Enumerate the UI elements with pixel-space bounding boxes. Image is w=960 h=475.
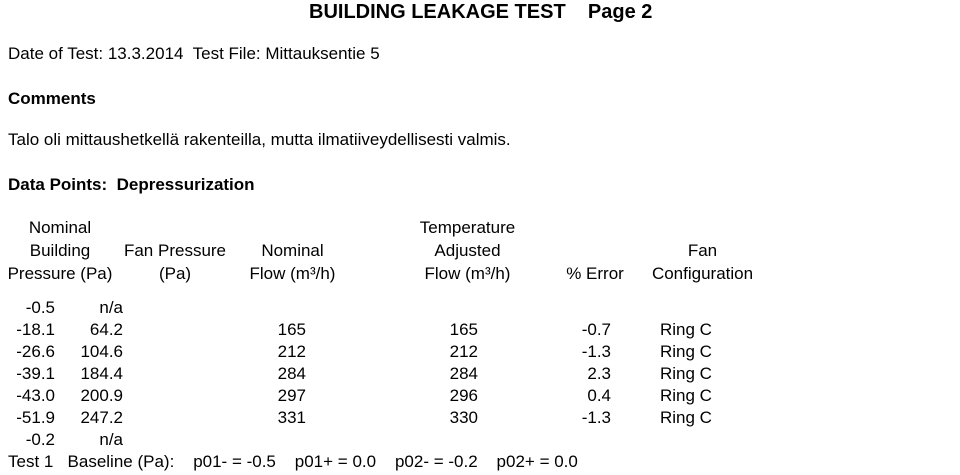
header-line: Flow (m³/h) — [424, 264, 511, 283]
header-line: Fan — [687, 241, 718, 260]
header-percent-error — [555, 262, 635, 285]
table-cell: -51.9 — [16, 408, 55, 427]
table-cell: -18.1 — [16, 320, 55, 339]
table-cell: 212 — [277, 342, 306, 361]
header-fan-pressure — [100, 239, 250, 285]
header-fan-configuration — [640, 239, 765, 285]
table-cell: 284 — [277, 364, 306, 383]
table-cell: Ring C — [660, 342, 712, 361]
table-cell: 2.3 — [587, 364, 611, 383]
data-points-heading: Data Points: Depressurization — [8, 175, 255, 194]
page-title: BUILDING LEAKAGE TEST Page 2 — [309, 1, 653, 23]
header-line: Fan Pressure — [123, 241, 227, 260]
header-line: Nominal — [261, 241, 324, 260]
table-cell: -39.1 — [16, 364, 55, 383]
table-cell: Ring C — [660, 386, 712, 405]
table-cell: 296 — [449, 386, 478, 405]
header-adjusted-flow — [400, 216, 535, 285]
table-cell: -0.5 — [25, 298, 55, 317]
table-cell: Ring C — [660, 320, 712, 339]
baseline-line: Test 1 Baseline (Pa): p01- = -0.5 p01+ = 0.0 p02- = -0.2 p02+ = 0.0 — [8, 452, 578, 471]
comments-heading: Comments — [8, 89, 96, 108]
header-line: Nominal — [28, 218, 92, 237]
table-cell: -43.0 — [16, 386, 55, 405]
table-cell: 165 — [449, 320, 478, 339]
table-cell: 212 — [449, 342, 478, 361]
header-line: Adjusted — [434, 241, 501, 260]
table-cell: 64.2 — [89, 320, 123, 339]
table-cell: 0.4 — [587, 386, 611, 405]
table-cell: -1.3 — [581, 342, 611, 361]
table-cell: 247.2 — [80, 408, 123, 427]
table-cell: Ring C — [660, 408, 712, 427]
table-cell: n/a — [99, 430, 123, 449]
table-cell: -0.2 — [25, 430, 55, 449]
table-cell: n/a — [99, 298, 123, 317]
table-cell: 184.4 — [80, 364, 123, 383]
table-cell: -26.6 — [16, 342, 55, 361]
table-cell: 330 — [449, 408, 478, 427]
table-cell: -1.3 — [581, 408, 611, 427]
table-cell: -0.7 — [581, 320, 611, 339]
table-cell: Ring C — [660, 364, 712, 383]
header-line: Temperature — [419, 218, 516, 237]
header-line: % Error — [566, 264, 624, 283]
header-line: Building — [29, 241, 91, 260]
header-line: Flow (m³/h) — [249, 264, 336, 283]
table-cell: 284 — [449, 364, 478, 383]
header-line: Configuration — [651, 264, 754, 283]
header-line: (Pa) — [158, 264, 192, 283]
table-cell: 104.6 — [80, 342, 123, 361]
table-cell: 165 — [277, 320, 306, 339]
table-cell: 331 — [277, 408, 306, 427]
comment-text: Talo oli mittaushetkellä rakenteilla, mutta ilmatiiveydellisesti valmis. — [8, 130, 511, 149]
header-nominal-flow — [230, 239, 355, 285]
header-line: Pressure (Pa) — [7, 264, 113, 283]
table-cell: 297 — [277, 386, 306, 405]
test-info: Date of Test: 13.3.2014 Test File: Mittauksentie 5 — [8, 44, 380, 63]
table-cell: 200.9 — [80, 386, 123, 405]
